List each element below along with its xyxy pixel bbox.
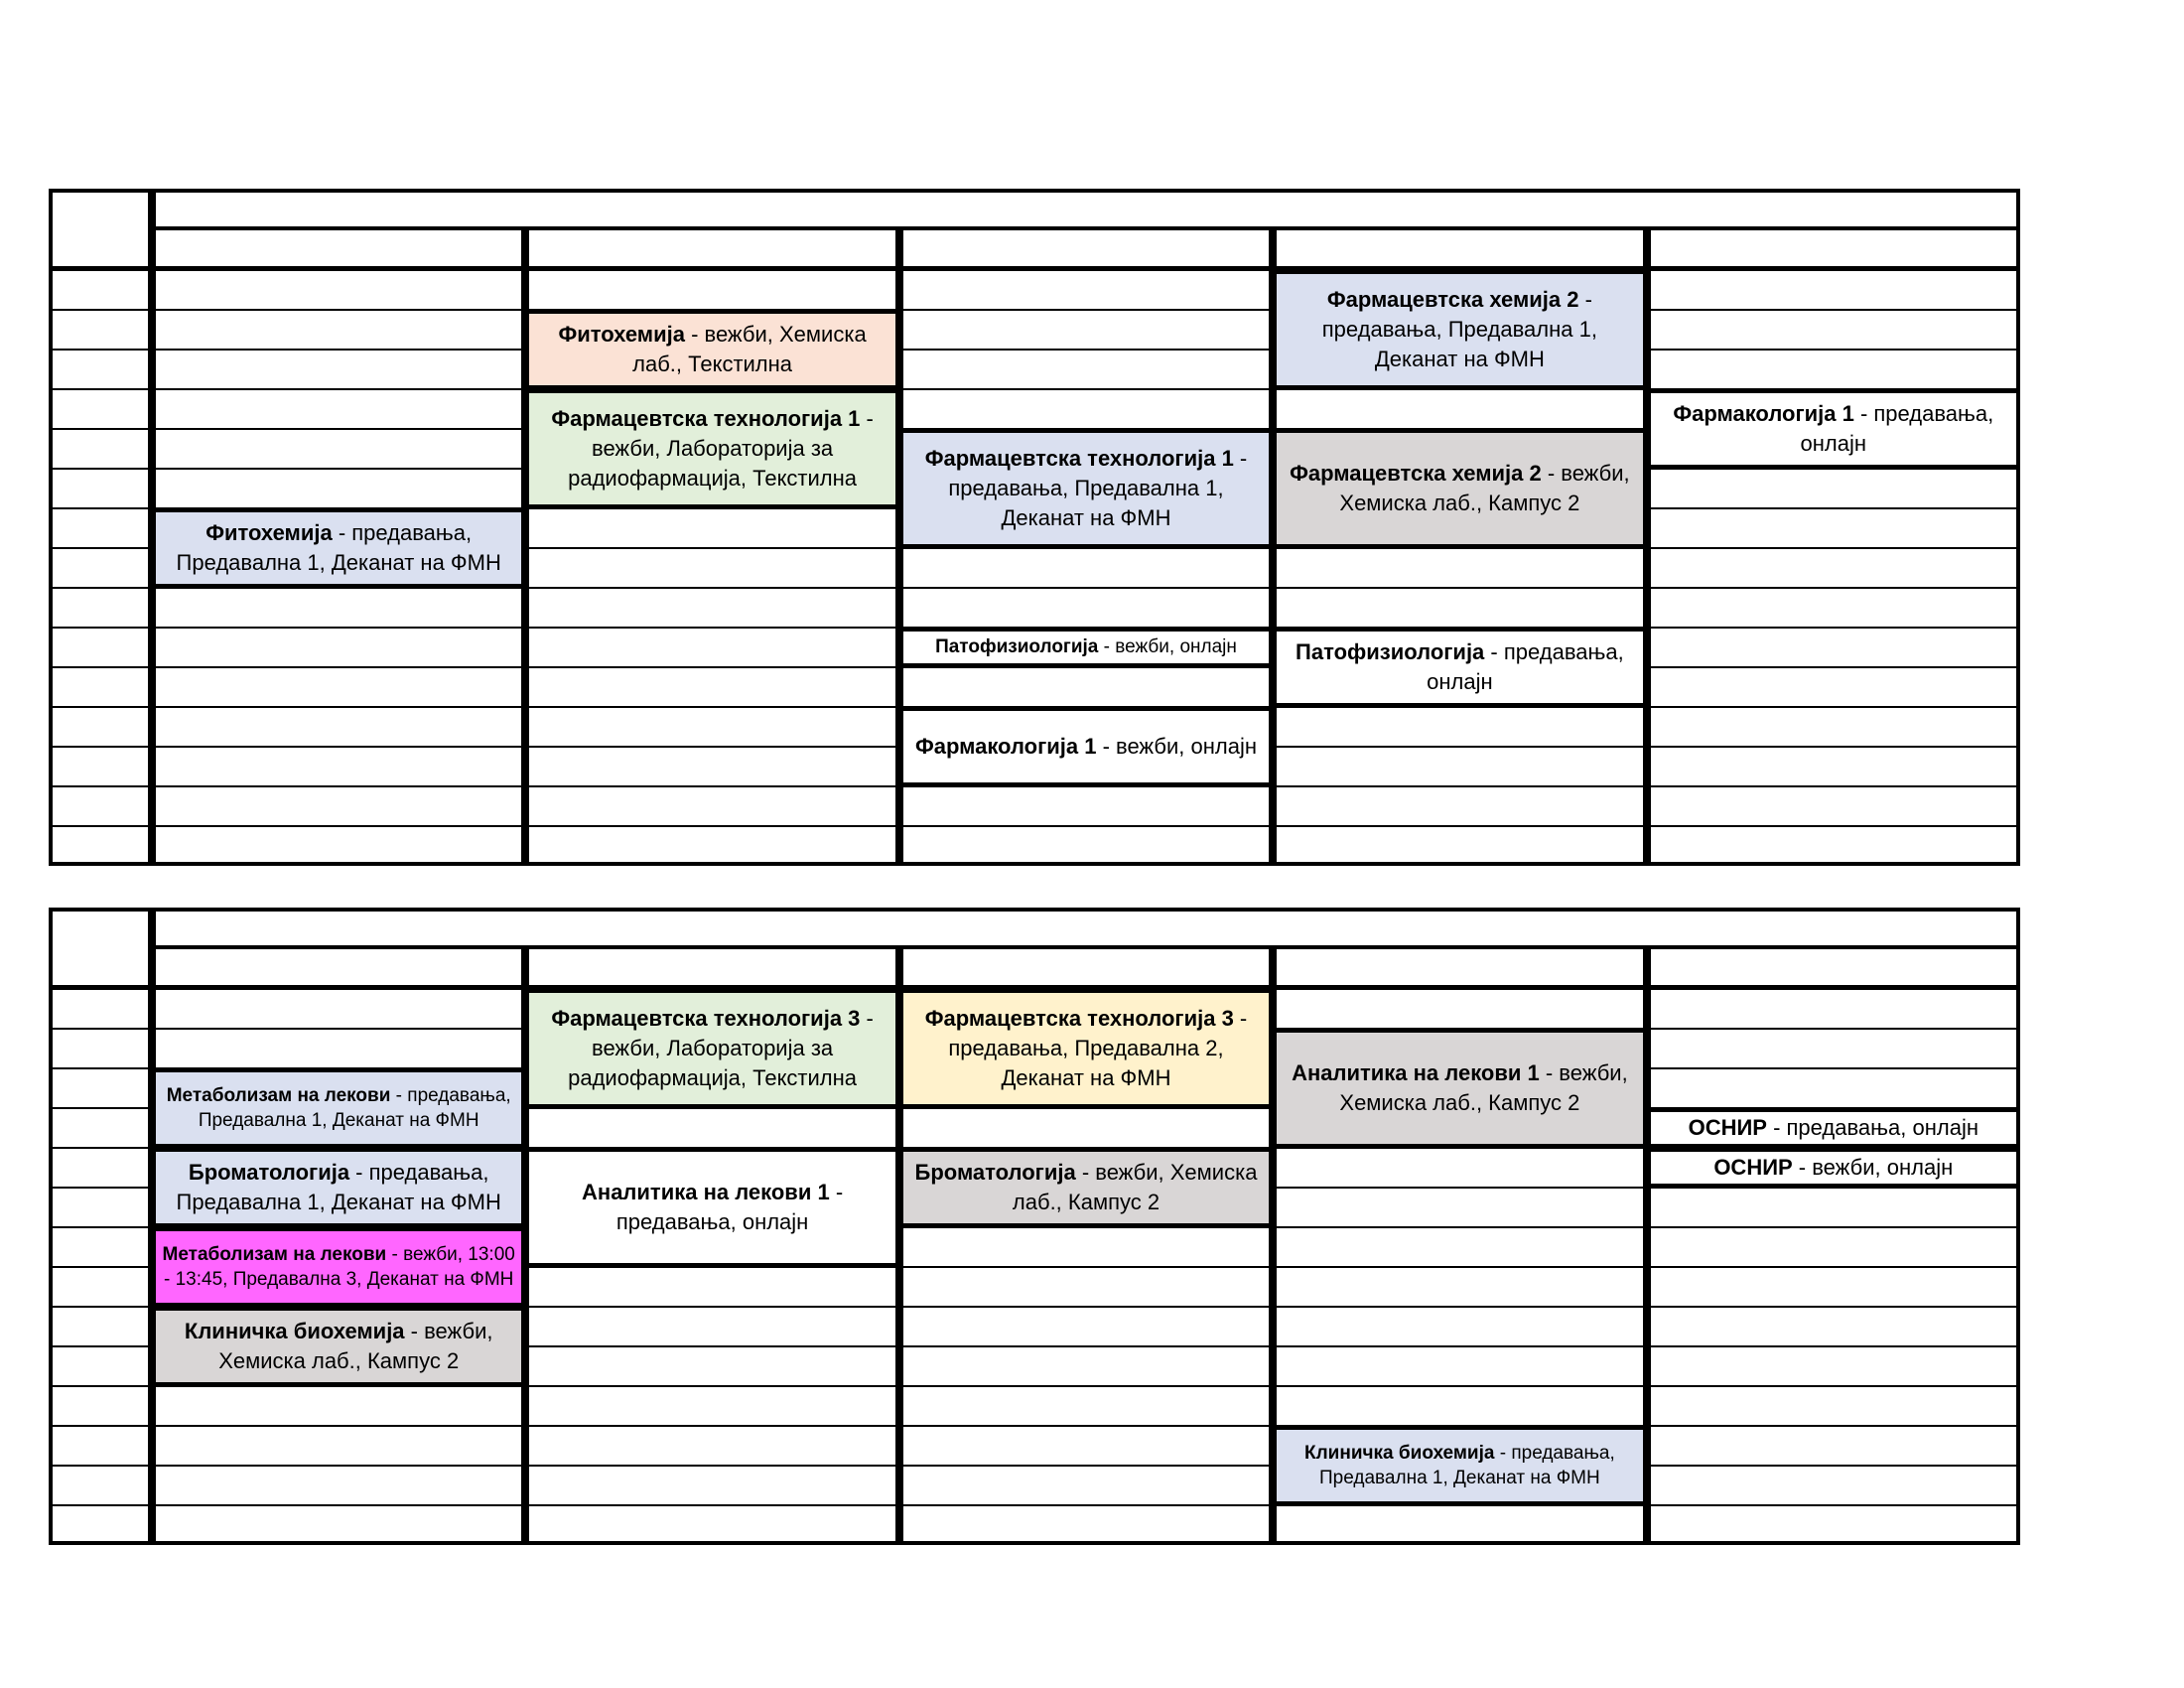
schedule-table-vii-semester bbox=[49, 908, 2020, 1549]
course-details: - предавања, Предавална 2, Деканат на ФМН bbox=[948, 1006, 1248, 1090]
empty-slot bbox=[152, 1426, 525, 1466]
course-details: - вежби, Хемиска лаб., Кампус 2 bbox=[1012, 1160, 1258, 1214]
empty-slot bbox=[152, 350, 525, 389]
time-slot-label bbox=[49, 1466, 152, 1505]
course-name: Аналитика на лекови 1 bbox=[582, 1180, 830, 1205]
course-event[interactable] bbox=[152, 1068, 525, 1148]
empty-slot bbox=[152, 786, 525, 826]
empty-slot bbox=[525, 1426, 898, 1466]
empty-slot bbox=[152, 1029, 525, 1068]
empty-slot bbox=[152, 989, 525, 1029]
course-event[interactable] bbox=[1647, 389, 2020, 469]
course-event[interactable] bbox=[525, 989, 898, 1108]
course-name: ОСНИР bbox=[1688, 1115, 1767, 1141]
course-name: Фармацевтска хемија 2 bbox=[1290, 461, 1542, 487]
empty-slot bbox=[899, 588, 1273, 628]
course-event-text bbox=[935, 634, 1237, 659]
empty-slot bbox=[899, 1307, 1273, 1346]
empty-slot bbox=[1273, 826, 1646, 866]
empty-slot bbox=[1647, 469, 2020, 508]
course-name: Фармацевтска технологија 1 bbox=[924, 446, 1234, 472]
empty-slot bbox=[899, 826, 1273, 866]
empty-slot bbox=[1647, 310, 2020, 350]
empty-slot bbox=[899, 1346, 1273, 1386]
day-header-1 bbox=[152, 945, 525, 989]
course-event[interactable] bbox=[152, 1227, 525, 1307]
semester-title bbox=[152, 908, 2020, 949]
day-header-5 bbox=[1647, 226, 2020, 270]
course-event[interactable] bbox=[899, 628, 1273, 667]
empty-slot bbox=[1647, 826, 2020, 866]
course-details: - предавања, онлајн bbox=[615, 1180, 844, 1234]
empty-slot bbox=[1273, 1188, 1646, 1227]
course-event[interactable] bbox=[152, 508, 525, 588]
empty-slot bbox=[1647, 588, 2020, 628]
time-slot-label bbox=[49, 707, 152, 747]
empty-slot bbox=[1647, 1267, 2020, 1307]
time-slot-label bbox=[49, 508, 152, 548]
empty-slot bbox=[1647, 1426, 2020, 1466]
empty-slot bbox=[899, 1227, 1273, 1267]
empty-slot bbox=[152, 429, 525, 469]
empty-slot bbox=[525, 826, 898, 866]
empty-slot bbox=[1273, 1307, 1646, 1346]
time-slot-label bbox=[49, 1386, 152, 1426]
empty-slot bbox=[525, 1386, 898, 1426]
empty-slot bbox=[1647, 1346, 2020, 1386]
course-name: Фармакологија 1 bbox=[914, 734, 1097, 760]
time-slot-label bbox=[49, 429, 152, 469]
time-slot-label bbox=[49, 350, 152, 389]
empty-slot bbox=[1647, 1505, 2020, 1545]
course-details: - предавања, онлајн bbox=[1427, 639, 1624, 694]
empty-slot bbox=[899, 1426, 1273, 1466]
course-event-text bbox=[162, 1083, 515, 1133]
course-name: Фармацевтска технологија 3 bbox=[924, 1006, 1234, 1032]
time-slot-label bbox=[49, 786, 152, 826]
empty-slot bbox=[525, 667, 898, 707]
course-event[interactable] bbox=[899, 429, 1273, 548]
time-column-header bbox=[49, 189, 152, 270]
course-event-text bbox=[162, 1317, 515, 1375]
course-event[interactable] bbox=[1273, 628, 1646, 707]
empty-slot bbox=[152, 469, 525, 508]
time-slot-label bbox=[49, 1505, 152, 1545]
empty-slot bbox=[525, 1267, 898, 1307]
course-event[interactable] bbox=[152, 1307, 525, 1386]
time-slot-label bbox=[49, 1267, 152, 1307]
time-slot-label bbox=[49, 469, 152, 508]
empty-slot bbox=[152, 1466, 525, 1505]
empty-slot bbox=[1647, 1068, 2020, 1108]
empty-slot bbox=[1273, 1227, 1646, 1267]
empty-slot bbox=[1647, 508, 2020, 548]
course-details: - вежби, Лабораторија за радиофармација, Текстилна bbox=[568, 406, 874, 491]
course-event-text bbox=[535, 320, 888, 378]
time-slot-label bbox=[49, 1346, 152, 1386]
empty-slot bbox=[152, 270, 525, 310]
empty-slot bbox=[1273, 588, 1646, 628]
course-event-text bbox=[1713, 1153, 1953, 1183]
course-event-text bbox=[535, 1178, 888, 1236]
empty-slot bbox=[152, 389, 525, 429]
course-event-text bbox=[915, 732, 1257, 762]
course-event-text bbox=[1283, 459, 1636, 517]
empty-slot bbox=[1273, 1386, 1646, 1426]
course-event-text bbox=[1283, 637, 1636, 696]
course-name: Аналитика на лекови 1 bbox=[1292, 1060, 1540, 1086]
course-name: Метаболизам на лекови bbox=[162, 1243, 387, 1265]
empty-slot bbox=[152, 1386, 525, 1426]
time-slot-label bbox=[49, 1068, 152, 1108]
empty-slot bbox=[525, 786, 898, 826]
empty-slot bbox=[1647, 548, 2020, 588]
time-slot-label bbox=[49, 989, 152, 1029]
semester-title bbox=[152, 189, 2020, 230]
empty-slot bbox=[899, 667, 1273, 707]
empty-slot bbox=[152, 707, 525, 747]
time-slot-label bbox=[49, 1029, 152, 1068]
empty-slot bbox=[1647, 667, 2020, 707]
empty-slot bbox=[899, 548, 1273, 588]
course-event-text bbox=[1283, 285, 1636, 373]
empty-slot bbox=[899, 1505, 1273, 1545]
course-details: - предавања, Предавална 1, Деканат на ФМН bbox=[176, 520, 501, 575]
empty-slot bbox=[152, 1505, 525, 1545]
empty-slot bbox=[152, 310, 525, 350]
empty-slot bbox=[1647, 350, 2020, 389]
empty-slot bbox=[525, 628, 898, 667]
empty-slot bbox=[525, 588, 898, 628]
course-details: - предавања, Предавална 1, Деканат на ФМН bbox=[1319, 1442, 1615, 1488]
course-name: Клиничка биохемија bbox=[1304, 1442, 1495, 1464]
course-name: Броматологија bbox=[914, 1160, 1076, 1186]
time-slot-label bbox=[49, 1148, 152, 1188]
empty-slot bbox=[525, 1505, 898, 1545]
time-slot-label bbox=[49, 389, 152, 429]
time-slot-label bbox=[49, 588, 152, 628]
time-slot-label bbox=[49, 310, 152, 350]
course-details: - вежби, онлајн bbox=[1096, 734, 1258, 760]
empty-slot bbox=[1647, 707, 2020, 747]
course-name: Фармацевтска технологија 1 bbox=[551, 406, 861, 432]
empty-slot bbox=[152, 667, 525, 707]
time-slot-label bbox=[49, 1426, 152, 1466]
empty-slot bbox=[1273, 389, 1646, 429]
course-details: - предавања, Предавална 1, Деканат на ФМН bbox=[176, 1160, 501, 1214]
course-name: Патофизиологија bbox=[935, 636, 1099, 658]
empty-slot bbox=[1647, 270, 2020, 310]
empty-slot bbox=[152, 588, 525, 628]
course-event[interactable] bbox=[899, 989, 1273, 1108]
course-event[interactable] bbox=[525, 310, 898, 389]
day-header-2 bbox=[525, 226, 898, 270]
empty-slot bbox=[1647, 1188, 2020, 1227]
course-event[interactable] bbox=[1273, 270, 1646, 389]
empty-slot bbox=[1647, 1466, 2020, 1505]
course-details: - предавања, онлајн bbox=[1766, 1115, 1979, 1141]
time-slot-label bbox=[49, 826, 152, 866]
course-details: - предавања, Предавална 1, Деканат на ФМН bbox=[948, 446, 1248, 530]
empty-slot bbox=[899, 389, 1273, 429]
course-details: - вежби, Хемиска лаб., Кампус 2 bbox=[218, 1319, 493, 1373]
empty-slot bbox=[1647, 628, 2020, 667]
course-event-text bbox=[1283, 1441, 1636, 1490]
time-slot-label bbox=[49, 1227, 152, 1267]
course-name: Броматологија bbox=[188, 1160, 350, 1186]
course-event[interactable] bbox=[525, 389, 898, 508]
course-details: - предавања, онлајн bbox=[1800, 401, 1994, 456]
empty-slot bbox=[1273, 1267, 1646, 1307]
course-event-text bbox=[909, 1004, 1263, 1092]
time-slot-label bbox=[49, 1307, 152, 1346]
course-name: Патофизиологија bbox=[1296, 639, 1485, 665]
time-slot-label bbox=[49, 747, 152, 786]
empty-slot bbox=[899, 1108, 1273, 1148]
empty-slot bbox=[525, 1307, 898, 1346]
empty-slot bbox=[525, 1466, 898, 1505]
course-event-text bbox=[162, 518, 515, 577]
empty-slot bbox=[525, 270, 898, 310]
course-name: Фармацевтска технологија 3 bbox=[551, 1006, 861, 1032]
empty-slot bbox=[899, 786, 1273, 826]
course-event[interactable] bbox=[1273, 429, 1646, 548]
course-name: Фитохемија bbox=[205, 520, 333, 546]
empty-slot bbox=[152, 747, 525, 786]
course-details: - вежби, Хемиска лаб., Текстилна bbox=[632, 322, 867, 376]
course-event[interactable] bbox=[525, 1148, 898, 1267]
course-details: - вежби, Хемиска лаб., Кампус 2 bbox=[1339, 1060, 1628, 1115]
course-name: Метаболизам на лекови bbox=[166, 1084, 391, 1106]
empty-slot bbox=[525, 707, 898, 747]
course-event-text bbox=[1657, 399, 2010, 458]
course-event-text bbox=[909, 444, 1263, 532]
course-event[interactable] bbox=[152, 1148, 525, 1227]
empty-slot bbox=[1647, 1307, 2020, 1346]
course-event[interactable] bbox=[899, 707, 1273, 786]
day-header-5 bbox=[1647, 945, 2020, 989]
day-header-3 bbox=[899, 226, 1273, 270]
course-details: - вежби, онлајн bbox=[1098, 636, 1237, 658]
course-event-text bbox=[1283, 1058, 1636, 1117]
empty-slot bbox=[899, 1386, 1273, 1426]
empty-slot bbox=[1647, 1029, 2020, 1068]
course-event-text bbox=[535, 404, 888, 492]
empty-slot bbox=[1273, 707, 1646, 747]
day-header-4 bbox=[1273, 226, 1646, 270]
course-event-text bbox=[535, 1004, 888, 1092]
time-slot-label bbox=[49, 548, 152, 588]
course-event[interactable] bbox=[1273, 1029, 1646, 1148]
empty-slot bbox=[525, 1108, 898, 1148]
course-event-text bbox=[162, 1158, 515, 1216]
day-header-2 bbox=[525, 945, 898, 989]
empty-slot bbox=[525, 747, 898, 786]
time-slot-label bbox=[49, 1188, 152, 1227]
course-event[interactable] bbox=[1647, 1148, 2020, 1188]
course-details: - вежби, онлајн bbox=[1792, 1155, 1954, 1181]
schedule-table-v-semester bbox=[49, 189, 2020, 876]
course-event-text bbox=[909, 1158, 1263, 1216]
empty-slot bbox=[899, 1466, 1273, 1505]
course-details: - предавања, Предавална 1, Деканат на ФМН bbox=[1321, 287, 1597, 371]
time-slot-label bbox=[49, 1108, 152, 1148]
course-event[interactable] bbox=[1273, 1426, 1646, 1505]
day-header-1 bbox=[152, 226, 525, 270]
course-details: - вежби, Лабораторија за радиофармација, Текстилна bbox=[568, 1006, 874, 1090]
empty-slot bbox=[1273, 1346, 1646, 1386]
day-header-3 bbox=[899, 945, 1273, 989]
empty-slot bbox=[1273, 786, 1646, 826]
empty-slot bbox=[1273, 548, 1646, 588]
time-slot-label bbox=[49, 270, 152, 310]
course-event-text bbox=[162, 1242, 515, 1292]
empty-slot bbox=[899, 310, 1273, 350]
empty-slot bbox=[1273, 1148, 1646, 1188]
course-details: - вежби, Хемиска лаб., Кампус 2 bbox=[1339, 461, 1630, 515]
course-event[interactable] bbox=[899, 1148, 1273, 1227]
course-event[interactable] bbox=[1647, 1108, 2020, 1148]
day-header-4 bbox=[1273, 945, 1646, 989]
empty-slot bbox=[899, 350, 1273, 389]
course-name: Фитохемија bbox=[558, 322, 685, 348]
empty-slot bbox=[525, 548, 898, 588]
empty-slot bbox=[1647, 1227, 2020, 1267]
empty-slot bbox=[1647, 989, 2020, 1029]
course-name: Клиничка биохемија bbox=[184, 1319, 405, 1344]
course-details: - вежби, 13:00 - 13:45, Предавална 3, Деканат на ФМН bbox=[163, 1243, 515, 1290]
course-event-text bbox=[1689, 1113, 1979, 1143]
empty-slot bbox=[152, 826, 525, 866]
course-name: Фармакологија 1 bbox=[1673, 401, 1854, 427]
empty-slot bbox=[152, 628, 525, 667]
course-name: ОСНИР bbox=[1713, 1155, 1793, 1181]
course-name: Фармацевтска хемија 2 bbox=[1326, 287, 1579, 313]
empty-slot bbox=[525, 1346, 898, 1386]
empty-slot bbox=[899, 270, 1273, 310]
empty-slot bbox=[1647, 1386, 2020, 1426]
course-details: - предавања, Предавална 1, Деканат на ФМН bbox=[198, 1084, 511, 1131]
empty-slot bbox=[1273, 989, 1646, 1029]
empty-slot bbox=[1273, 747, 1646, 786]
time-column-header bbox=[49, 908, 152, 989]
empty-slot bbox=[525, 508, 898, 548]
time-slot-label bbox=[49, 628, 152, 667]
empty-slot bbox=[1647, 786, 2020, 826]
empty-slot bbox=[1273, 1505, 1646, 1545]
time-slot-label bbox=[49, 667, 152, 707]
empty-slot bbox=[899, 1267, 1273, 1307]
empty-slot bbox=[1647, 747, 2020, 786]
